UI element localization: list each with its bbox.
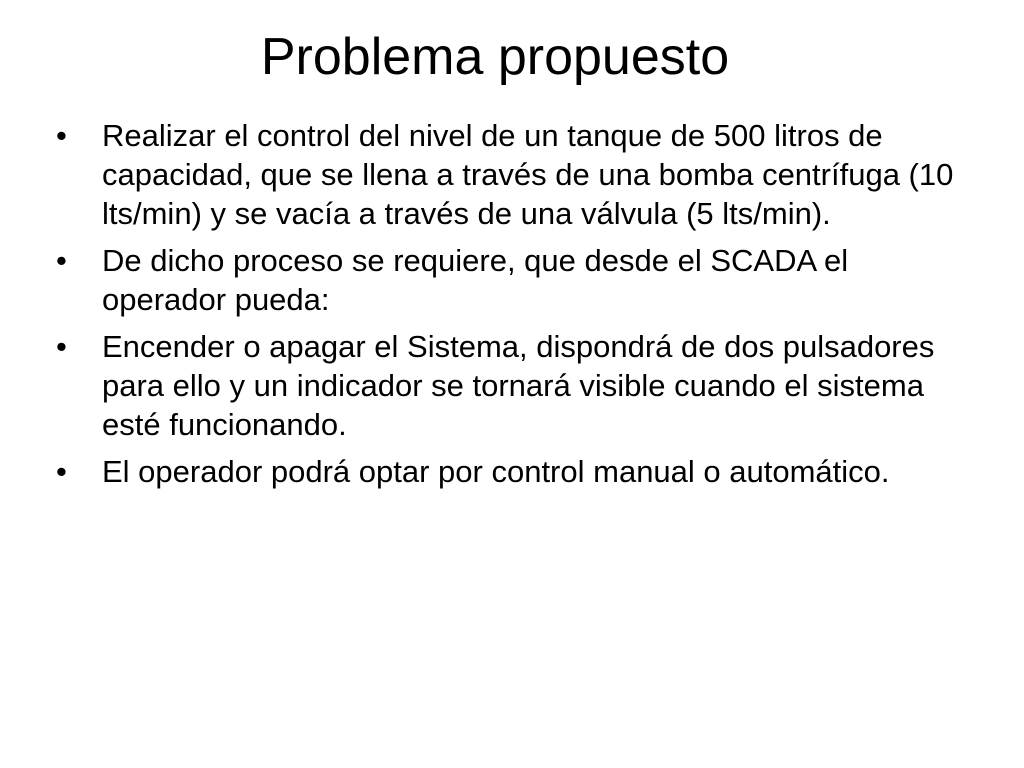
bullet-list	[56, 116, 976, 499]
bullet-text-2: De dicho proceso se requiere, que desde el SCADA el operador pueda:	[102, 243, 849, 317]
bullet-text-4: El operador podrá optar por control manual o automático.	[102, 454, 890, 489]
bullet-icon: •	[56, 243, 67, 278]
bullet-icon: •	[56, 118, 67, 153]
bullet-text-3: Encender o apagar el Sistema, dispondrá de dos pulsadores para ello y un indicador se tornará visible cuando el sistema esté funcionando.	[102, 329, 935, 442]
bullet-icon: •	[56, 454, 67, 489]
bullet-icon: •	[56, 329, 67, 364]
bullet-text-1: Realizar el control del nivel de un tanque de 500 litros de capacidad, que se llena a través de una bomba centrífuga (10 lts/min) y se vacía a través de una válvula (5 lts/min).	[102, 118, 954, 231]
bullet-item-4	[56, 452, 976, 491]
slide-title: Problema propuesto	[260, 28, 730, 86]
bullet-item-3	[56, 327, 976, 444]
bullet-item-1	[56, 116, 976, 233]
bullet-item-2	[56, 241, 976, 319]
